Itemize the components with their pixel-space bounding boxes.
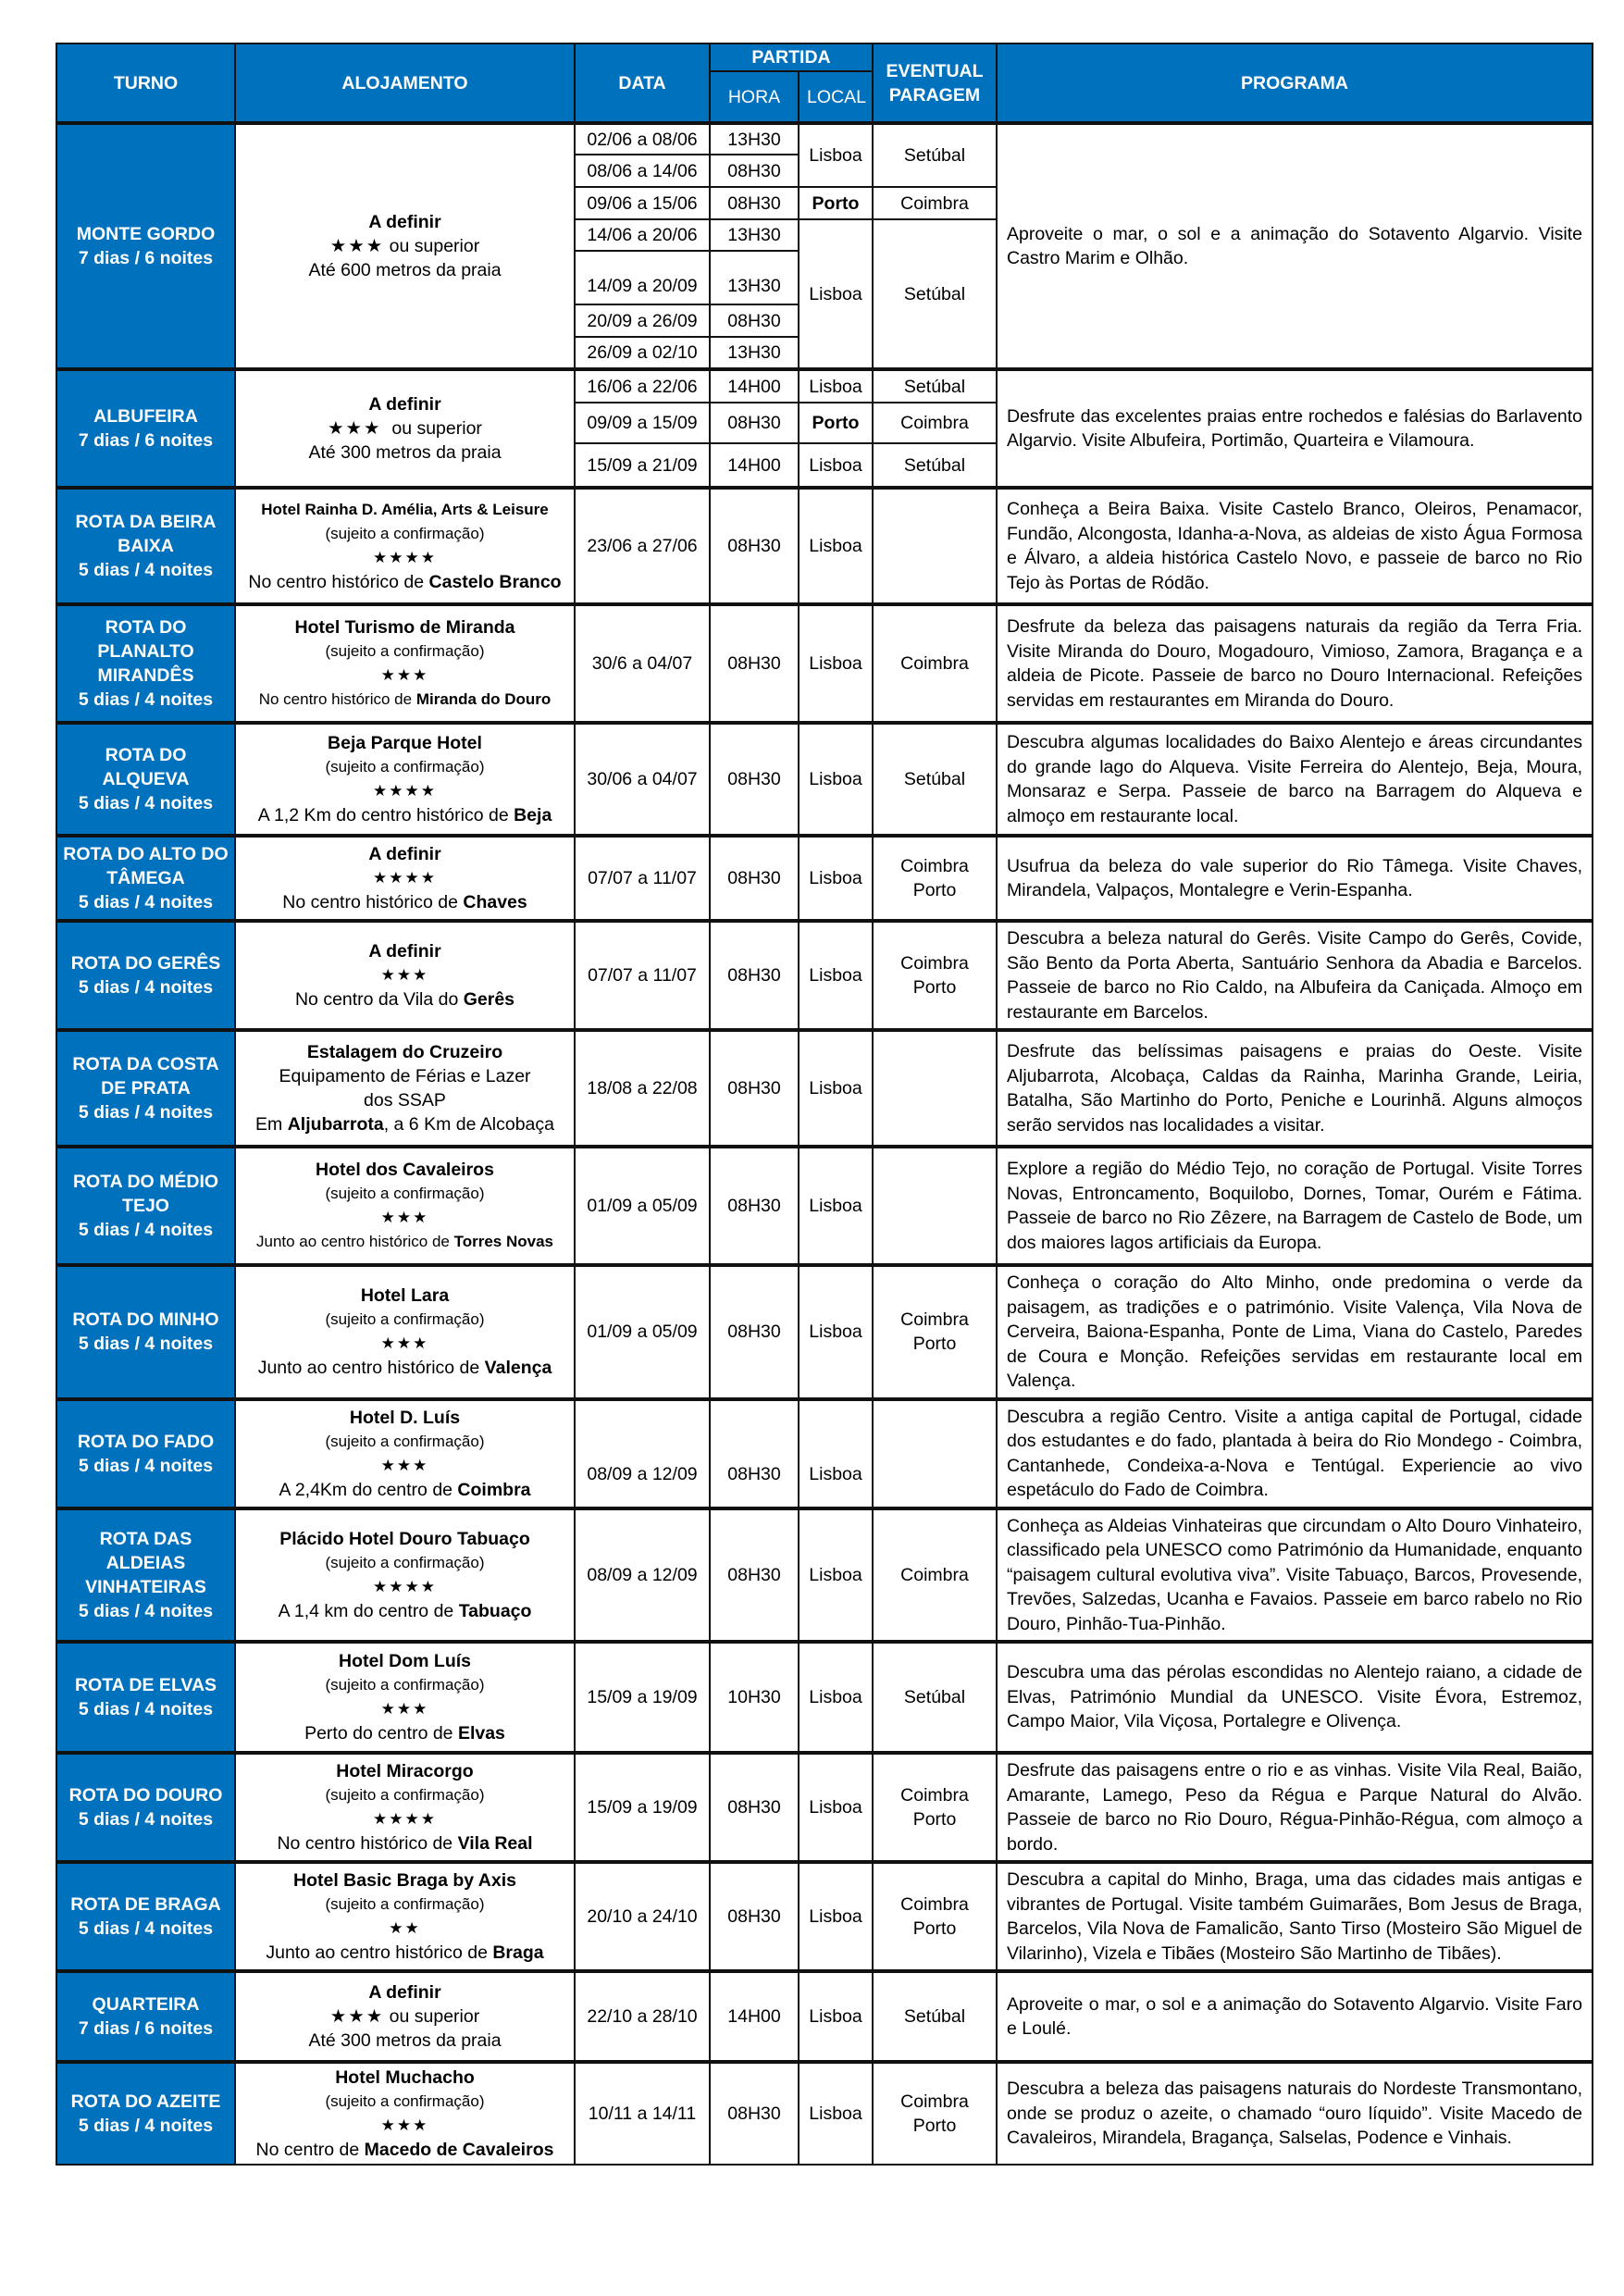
hotel-location: Junto ao centro histórico de — [256, 1233, 454, 1250]
hour-cell: 08H30 — [710, 304, 799, 337]
programa-cell: Descubra a beleza das paisagens naturais do Nordeste Transmontano, onde se produz o azeite, o chamado “ouro líquido”. Visite Macedo de Cavaleiros, Mirandela, Bragança, Salselas, Podence e Vinhais. — [997, 2062, 1593, 2165]
hotel-location: No centro da Vila do — [294, 989, 464, 1010]
date-cell: 15/09 a 21/09 — [575, 443, 710, 488]
programa-cell: Conheça as Aldeias Vinhateiras que circundam o Alto Douro Vinhateiro, classificado pela UNESCO como Património da Humanidade, enquanto “paisagem cultural evolutiva viva”. Visite Tabuaço, Barcos, Provesende, Trevões, Salzedas, Ucanha e Favaios. Passeie em barco rabelo no Rio Douro, Pinhão-Tua-Pinhão. — [997, 1508, 1593, 1643]
date-cell: 30/6 a 04/07 — [575, 604, 710, 723]
star-suffix: ou superior — [384, 2006, 480, 2027]
date-cell: 07/07 a 11/07 — [575, 836, 710, 921]
hour-cell: 08H30 — [710, 1508, 799, 1643]
turno-duration: 7 dias / 6 noites — [78, 2018, 214, 2039]
local-cell: Lisboa — [799, 1971, 873, 2062]
alojamento-cell — [235, 1508, 575, 1643]
turno-name: ROTA DA COSTA DE PRATA — [72, 1054, 219, 1098]
alojamento-cell — [235, 1971, 575, 2062]
table-row-fado — [56, 1399, 1593, 1508]
hotel-location: No centro histórico de — [277, 1833, 458, 1854]
hour-cell: 08H30 — [710, 155, 799, 187]
turno-cell — [56, 2062, 235, 2165]
local-cell: Lisboa — [799, 836, 873, 921]
turno-duration: 5 dias / 4 noites — [78, 2116, 214, 2136]
hotel-name: Beja Parque Hotel — [328, 733, 482, 753]
programa-cell: Conheça a Beira Baixa. Visite Castelo Branco, Oleiros, Penamacor, Fundão, Alcongosta, Idanha-a-Nova, as aldeias de xisto Água Formosa e Álvaro, a aldeia histórica Castelo Novo, e passeie de barco no Rio Tejo às Portas de Ródão. — [997, 488, 1593, 604]
hotel-location-city: Beja — [514, 805, 552, 825]
alojamento-cell — [235, 1147, 575, 1265]
local-cell: Lisboa — [799, 604, 873, 723]
header-local: LOCAL — [799, 71, 873, 123]
programa-cell: Descubra algumas localidades do Baixo Alentejo e áreas circundantes do grande lago do Alqueva. Visite Ferreira do Alentejo, Beja, Moura, Monsaraz e Serpa. Passeie de barco na Barragem do Alqueva e almoço em restaurante local. — [997, 723, 1593, 836]
star-rating-icon: ★★★★ — [373, 782, 437, 800]
local-cell: Lisboa — [799, 2062, 873, 2165]
local-cell: Lisboa — [799, 1508, 873, 1643]
hour-cell: 08H30 — [710, 604, 799, 723]
table-row-quarteira — [56, 1971, 1593, 2062]
table-row-elvas — [56, 1642, 1593, 1753]
paragem-1: Coimbra — [900, 2091, 969, 2112]
paragem-cell: Coimbra — [873, 187, 997, 219]
hotel-location-city: Miranda do Douro — [415, 690, 552, 708]
paragem-2: Porto — [912, 2116, 957, 2136]
local-cell: Porto — [799, 187, 873, 219]
hotel-name: A definir — [368, 394, 441, 415]
date-cell: 30/06 a 04/07 — [575, 723, 710, 836]
alojamento-cell — [235, 723, 575, 836]
hour-cell: 08H30 — [710, 1399, 799, 1508]
date-cell: 07/07 a 11/07 — [575, 921, 710, 1030]
turno-duration: 5 dias / 4 noites — [78, 977, 214, 998]
alojamento-cell — [235, 921, 575, 1030]
date-cell: 14/09 a 20/09 — [575, 251, 710, 304]
turno-name: ALBUFEIRA — [93, 406, 198, 427]
paragem-1: Coimbra — [900, 953, 969, 974]
hotel-note: (sujeito a confirmação) — [325, 1786, 485, 1804]
paragem-2: Porto — [912, 1809, 957, 1830]
star-rating-icon: ★★★ — [380, 1456, 429, 1474]
hotel-location: Junto ao centro histórico de — [266, 1942, 493, 1963]
turno-cell — [56, 1753, 235, 1862]
turno-cell — [56, 1265, 235, 1399]
date-cell: 20/09 a 26/09 — [575, 304, 710, 337]
local-cell: Lisboa — [799, 723, 873, 836]
programa-cell: Descubra uma das pérolas escondidas no Alentejo raiano, a cidade de Elvas, Património Mundial da UNESCO. Visite Évora, Estremoz, Campo Maior, Vila Viçosa, Portalegre e Olivença. — [997, 1642, 1593, 1753]
hotel-location: Em — [255, 1114, 288, 1135]
turno-duration: 5 dias / 4 noites — [78, 1334, 214, 1355]
programa-cell: Explore a região do Médio Tejo, no coração de Portugal. Visite Torres Novas, Entroncamento, Boquilobo, Dornes, Tomar, Ourém e Fátima. Passeie de barco no Rio Zêzere, na Barragem de Castelo de Bode, um dos maiores lagos artificiais da Europa. — [997, 1147, 1593, 1265]
programa-cell: Aproveite o mar, o sol e a animação do Sotavento Algarvio. Visite Castro Marim e Olhão. — [997, 123, 1593, 369]
star-rating-icon: ★★★★ — [373, 549, 437, 566]
table-row-beira-baixa — [56, 488, 1593, 604]
hotel-name: Hotel Basic Braga by Axis — [293, 1870, 516, 1891]
hotel-location: Junto ao centro histórico de — [257, 1358, 485, 1379]
turno-name: ROTA DO ALTO DO TÂMEGA — [63, 844, 229, 888]
turno-cell — [56, 1642, 235, 1753]
paragem-cell — [873, 836, 997, 921]
hour-cell: 13H30 — [710, 337, 799, 369]
paragem-1: Coimbra — [900, 1785, 969, 1806]
hotel-note: (sujeito a confirmação) — [325, 1432, 485, 1450]
paragem-cell — [873, 1030, 997, 1147]
alojamento-cell — [235, 1862, 575, 1971]
turno-duration: 5 dias / 4 noites — [78, 793, 214, 813]
paragem-cell — [873, 2062, 997, 2165]
turno-duration: 5 dias / 4 noites — [78, 1102, 214, 1123]
hotel-location: Até 300 metros da praia — [308, 442, 502, 463]
turno-name: ROTA DE BRAGA — [70, 1894, 221, 1915]
turno-name: ROTA DO MINHO — [72, 1309, 219, 1331]
hotel-location-city: Gerês — [463, 989, 515, 1010]
hotel-note: (sujeito a confirmação) — [325, 1676, 485, 1694]
hotel-name: Hotel Rainha D. Amélia, Arts & Leisure — [261, 501, 549, 518]
header-turno: TURNO — [56, 43, 235, 123]
star-rating-icon: ★★★ — [329, 2006, 385, 2027]
hotel-note: (sujeito a confirmação) — [325, 642, 485, 660]
turno-cell — [56, 1971, 235, 2062]
alojamento-cell — [235, 1753, 575, 1862]
turno-duration: 5 dias / 4 noites — [78, 1809, 214, 1830]
table-row-monte-gordo — [56, 123, 1593, 155]
table-row-alto-tamega — [56, 836, 1593, 921]
alojamento-cell — [235, 2062, 575, 2165]
turno-name: ROTA DO GERÊS — [70, 953, 221, 974]
paragem-cell: Setúbal — [873, 369, 997, 403]
hotel-name: A definir — [368, 941, 441, 962]
table-row-medio-tejo — [56, 1147, 1593, 1265]
turno-duration: 5 dias / 4 noites — [78, 560, 214, 580]
table-row-minho — [56, 1265, 1593, 1399]
hour-cell: 13H30 — [710, 251, 799, 304]
hotel-note: (sujeito a confirmação) — [325, 2092, 485, 2110]
hotel-name: Hotel Miracorgo — [336, 1761, 474, 1781]
alojamento-cell — [235, 123, 575, 369]
hour-cell: 13H30 — [710, 219, 799, 251]
table-row-geres — [56, 921, 1593, 1030]
hotel-location: No centro histórico de — [248, 572, 429, 592]
hotel-location-city: Coimbra — [457, 1479, 531, 1500]
hotel-note: (sujeito a confirmação) — [325, 1185, 485, 1202]
hotel-name: Hotel Dom Luís — [338, 1651, 471, 1671]
hotel-location: No centro de — [255, 2140, 365, 2160]
table-row-douro — [56, 1753, 1593, 1862]
hour-cell: 08H30 — [710, 1030, 799, 1147]
turno-cell — [56, 1147, 235, 1265]
programa-cell: Usufrua da beleza do vale superior do Rio Tâmega. Visite Chaves, Mirandela, Valpaços, Montalegre e Verin-Espanha. — [997, 836, 1593, 921]
header-programa: PROGRAMA — [997, 43, 1593, 123]
date-cell: 23/06 a 27/06 — [575, 488, 710, 604]
turno-name: ROTA DO PLANALTO MIRANDÊS — [97, 617, 194, 686]
paragem-2: Porto — [912, 880, 957, 900]
turno-duration: 5 dias / 4 noites — [78, 1699, 214, 1719]
hotel-location: A 2,4Km do centro de — [279, 1479, 458, 1500]
local-cell: Porto — [799, 403, 873, 443]
turno-cell — [56, 369, 235, 488]
date-cell: 09/09 a 15/09 — [575, 403, 710, 443]
local-cell: Lisboa — [799, 123, 873, 187]
star-rating-icon: ★★★ — [328, 418, 382, 439]
paragem-cell: Coimbra — [873, 604, 997, 723]
paragem-cell: Setúbal — [873, 1971, 997, 2062]
turno-duration: 7 dias / 6 noites — [78, 248, 214, 268]
hotel-location-city: Aljubarrota — [287, 1114, 384, 1135]
alojamento-cell — [235, 488, 575, 604]
hour-cell: 14H00 — [710, 369, 799, 403]
turno-cell — [56, 1030, 235, 1147]
hour-cell: 08H30 — [710, 1265, 799, 1399]
header-eventual-paragem: EVENTUAL PARAGEM — [873, 43, 997, 123]
programa-cell: Descubra a beleza natural do Gerês. Visite Campo do Gerês, Covide, São Bento da Porta Aberta, Santuário Senhora da Abadia e Barcelos. Passeie de barco no Rio Caldo, na Albufeira da Caniçada. Almoço em restaurante em Barcelos. — [997, 921, 1593, 1030]
table-row-costa-prata — [56, 1030, 1593, 1147]
paragem-2: Porto — [912, 1334, 957, 1355]
turno-name: ROTA DO AZEITE — [70, 2091, 221, 2112]
turno-cell — [56, 836, 235, 921]
hour-cell: 08H30 — [710, 723, 799, 836]
turno-name: ROTA DAS ALDEIAS VINHATEIRAS — [85, 1528, 206, 1597]
turno-name: ROTA DO DOURO — [68, 1785, 223, 1806]
alojamento-cell — [235, 1265, 575, 1399]
local-cell: Lisboa — [799, 1862, 873, 1971]
hotel-location-city: Chaves — [463, 892, 527, 912]
paragem-cell: Setúbal — [873, 443, 997, 488]
alojamento-cell — [235, 369, 575, 488]
local-cell: Lisboa — [799, 219, 873, 369]
hotel-name: Hotel D. Luís — [349, 1407, 461, 1428]
hotel-location: Até 600 metros da praia — [308, 260, 502, 280]
hour-cell: 08H30 — [710, 1862, 799, 1971]
alojamento-cell — [235, 604, 575, 723]
hour-cell: 13H30 — [710, 123, 799, 155]
date-cell: 01/09 a 05/09 — [575, 1265, 710, 1399]
local-cell: Lisboa — [799, 1265, 873, 1399]
turno-duration: 5 dias / 4 noites — [78, 1455, 214, 1476]
paragem-cell — [873, 488, 997, 604]
hour-cell: 08H30 — [710, 2062, 799, 2165]
turno-cell — [56, 1399, 235, 1508]
hour-cell: 08H30 — [710, 1147, 799, 1265]
programa-cell: Descubra a região Centro. Visite a antiga capital de Portugal, cidade dos estudantes e do fado, plantada à beira do Rio Mondego - Coimbra, Cantanhede, Condeixa-a-Nova e Tentúgal. Experiencie ao vivo espetáculo do Fado de Coimbra. — [997, 1399, 1593, 1508]
local-cell: Lisboa — [799, 1030, 873, 1147]
hotel-name: Hotel Turismo de Miranda — [294, 617, 515, 638]
paragem-cell: Setúbal — [873, 123, 997, 187]
turno-name: ROTA DA BEIRA BAIXA — [75, 512, 217, 556]
hotel-location: Perto do centro de — [304, 1723, 458, 1744]
alojamento-cell — [235, 836, 575, 921]
turno-cell — [56, 123, 235, 369]
date-cell: 26/09 a 02/10 — [575, 337, 710, 369]
star-rating-icon: ★★ — [389, 1919, 421, 1937]
tour-schedule-table — [56, 43, 1593, 2166]
paragem-cell: Coimbra — [873, 403, 997, 443]
turno-duration: 7 dias / 6 noites — [78, 430, 214, 451]
hour-cell: 08H30 — [710, 187, 799, 219]
table-row-braga — [56, 1862, 1593, 1971]
star-rating-icon: ★★★ — [380, 666, 429, 684]
paragem-cell: Coimbra — [873, 1508, 997, 1643]
star-rating-icon: ★★★ — [380, 1700, 429, 1718]
paragem-cell — [873, 1147, 997, 1265]
turno-cell — [56, 604, 235, 723]
turno-cell — [56, 1862, 235, 1971]
header-alojamento: ALOJAMENTO — [235, 43, 575, 123]
hour-cell: 10H30 — [710, 1642, 799, 1753]
hotel-name: Hotel dos Cavaleiros — [316, 1160, 494, 1180]
local-cell: Lisboa — [799, 443, 873, 488]
turno-name: ROTA DO ALQUEVA — [102, 745, 190, 789]
table-row-alqueva — [56, 723, 1593, 836]
date-cell: 10/11 a 14/11 — [575, 2062, 710, 2165]
date-cell: 20/10 a 24/10 — [575, 1862, 710, 1971]
hour-cell: 08H30 — [710, 403, 799, 443]
table-row-planalto-mirandes — [56, 604, 1593, 723]
hotel-name: A definir — [368, 1982, 441, 2003]
star-rating-icon: ★★★ — [380, 966, 429, 984]
date-cell: 08/09 a 12/09 — [575, 1508, 710, 1643]
paragem-cell — [873, 1862, 997, 1971]
hotel-note: (sujeito a confirmação) — [325, 525, 485, 542]
turno-duration: 5 dias / 4 noites — [78, 892, 214, 912]
paragem-cell — [873, 1265, 997, 1399]
header-data: DATA — [575, 43, 710, 123]
hotel-name: Estalagem do Cruzeiro — [306, 1042, 503, 1062]
turno-duration: 5 dias / 4 noites — [78, 689, 214, 710]
date-cell: 15/09 a 19/09 — [575, 1642, 710, 1753]
header-hora: HORA — [710, 71, 799, 123]
programa-cell: Desfrute das belíssimas paisagens e praias do Oeste. Visite Aljubarrota, Alcobaça, Caldas da Rainha, Marinha Grande, Leiria, Batalha, São Martinho do Porto, Peniche e Lourinhã. Alguns almoços serão servidos nas localidades a visitar. — [997, 1030, 1593, 1147]
alojamento-cell — [235, 1030, 575, 1147]
star-rating-icon: ★★★★ — [373, 869, 437, 887]
local-cell: Lisboa — [799, 1399, 873, 1508]
hotel-name: Hotel Lara — [360, 1285, 450, 1307]
turno-cell — [56, 488, 235, 604]
turno-cell — [56, 723, 235, 836]
hotel-location: No centro histórico de — [258, 690, 416, 708]
paragem-cell — [873, 921, 997, 1030]
paragem-1: Coimbra — [900, 856, 969, 876]
date-cell: 02/06 a 08/06 — [575, 123, 710, 155]
turno-name: ROTA DO FADO — [77, 1431, 215, 1452]
turno-duration: 5 dias / 4 noites — [78, 1918, 214, 1939]
programa-cell: Conheça o coração do Alto Minho, onde predomina o verde da paisagem, as tradições e o património. Visite Valença, Vila Nova de Cerveira, Baiona-Espanha, Ponte de Lima, Viana do Castelo, Paredes de Coura e Monção. Refeições servidas em restaurante local em Valença. — [997, 1265, 1593, 1399]
programa-cell: Desfrute das paisagens entre o rio e as vinhas. Visite Vila Real, Baião, Amarante, Lamego, Peso da Régua e Parque Natural do Alvão. Passeie de barco no Rio Douro, Régua-Pinhão-Régua, com almoço a bordo. — [997, 1753, 1593, 1862]
hotel-note: (sujeito a confirmação) — [325, 1553, 485, 1571]
hotel-name: Hotel Muchacho — [335, 2067, 475, 2088]
date-cell: 22/10 a 28/10 — [575, 1971, 710, 2062]
hotel-location-city: Elvas — [457, 1723, 505, 1744]
tour-schedule-sheet — [56, 43, 1592, 2166]
local-cell: Lisboa — [799, 921, 873, 1030]
hotel-location: A 1,4 km do centro de — [278, 1600, 459, 1621]
turno-name: QUARTEIRA — [92, 1994, 200, 2015]
hotel-name: A definir — [368, 212, 441, 232]
hour-cell: 08H30 — [710, 836, 799, 921]
local-cell: Lisboa — [799, 488, 873, 604]
paragem-cell — [873, 1399, 997, 1508]
date-cell: 09/06 a 15/06 — [575, 187, 710, 219]
star-rating-icon: ★★★★ — [373, 1810, 437, 1828]
date-cell: 01/09 a 05/09 — [575, 1147, 710, 1265]
hotel-location-city: Vila Real — [457, 1833, 533, 1854]
hotel-location: A 1,2 Km do centro histórico de — [257, 805, 514, 825]
star-rating-icon: ★★★ — [380, 1334, 429, 1353]
table-row-albufeira — [56, 369, 1593, 403]
paragem-1: Coimbra — [900, 1309, 969, 1331]
hour-cell: 08H30 — [710, 1753, 799, 1862]
paragem-cell: Setúbal — [873, 723, 997, 836]
hour-cell: 08H30 — [710, 921, 799, 1030]
hotel-location-post: , a 6 Km de Alcobaça — [383, 1114, 554, 1135]
paragem-cell — [873, 1753, 997, 1862]
date-cell: 15/09 a 19/09 — [575, 1753, 710, 1862]
hotel-note: (sujeito a confirmação) — [325, 758, 485, 776]
paragem-2: Porto — [912, 1918, 957, 1939]
turno-cell — [56, 921, 235, 1030]
table-row-aldeias-vinhateiras — [56, 1508, 1593, 1643]
star-suffix: ou superior — [384, 236, 480, 256]
star-rating-icon: ★★★★ — [373, 1577, 437, 1595]
hour-cell: 14H00 — [710, 1971, 799, 2062]
hour-cell: 08H30 — [710, 488, 799, 604]
date-cell: 18/08 a 22/08 — [575, 1030, 710, 1147]
star-rating-icon: ★★★ — [380, 1209, 429, 1226]
alojamento-cell — [235, 1642, 575, 1753]
hotel-name: Plácido Hotel Douro Tabuaço — [279, 1528, 530, 1549]
turno-name: ROTA DE ELVAS — [74, 1675, 217, 1695]
turno-name: ROTA DO MÉDIO TEJO — [72, 1172, 219, 1216]
hour-cell: 14H00 — [710, 443, 799, 488]
programa-cell: Desfrute das excelentes praias entre rochedos e falésias do Barlavento Algarvio. Visite Albufeira, Portimão, Quarteira e Vilamoura. — [997, 369, 1593, 488]
hotel-location-city: Braga — [492, 1942, 544, 1963]
date-cell: 16/06 a 22/06 — [575, 369, 710, 403]
programa-cell: Descubra a capital do Minho, Braga, uma das cidades mais antigas e vibrantes de Portugal. Visite também Guimarães, Bom Jesus de Braga, Barcelos, Vila Nova de Famalicão, Santo Tirso (Mosteiro São Miguel de Vilarinho), Vizela e Tibães (Mosteiro São Martinho de Tibães). — [997, 1862, 1593, 1971]
turno-duration: 5 dias / 4 noites — [78, 1600, 214, 1621]
date-cell: 08/09 a 12/09 — [575, 1399, 710, 1508]
date-cell: 14/06 a 20/06 — [575, 219, 710, 251]
turno-name: MONTE GORDO — [76, 224, 216, 244]
paragem-1: Coimbra — [900, 1894, 969, 1915]
local-cell: Lisboa — [799, 369, 873, 403]
paragem-cell: Setúbal — [873, 1642, 997, 1753]
star-rating-icon: ★★★ — [380, 2116, 429, 2134]
hotel-note: (sujeito a confirmação) — [325, 1895, 485, 1913]
local-cell: Lisboa — [799, 1147, 873, 1265]
hotel-location-city: Tabuaço — [458, 1600, 532, 1621]
local-cell: Lisboa — [799, 1642, 873, 1753]
hotel-location: No centro histórico de — [282, 892, 464, 912]
hotel-location-city: Valença — [484, 1358, 552, 1379]
hotel-location-city: Castelo Branco — [428, 572, 562, 592]
star-suffix: ou superior — [381, 418, 482, 439]
paragem-cell: Setúbal — [873, 219, 997, 369]
hotel-location: Até 300 metros da praia — [308, 2030, 502, 2051]
alojamento-cell — [235, 1399, 575, 1508]
programa-cell: Aproveite o mar, o sol e a animação do Sotavento Algarvio. Visite Faro e Loulé. — [997, 1971, 1593, 2062]
hotel-name: A definir — [368, 844, 441, 864]
hotel-location-city: Macedo de Cavaleiros — [364, 2140, 554, 2160]
hotel-note: Equipamento de Férias e Lazer dos SSAP — [279, 1066, 531, 1111]
date-cell: 08/06 a 14/06 — [575, 155, 710, 187]
local-cell: Lisboa — [799, 1753, 873, 1862]
programa-cell: Desfrute da beleza das paisagens naturais da região da Terra Fria. Visite Miranda do Douro, Mogadouro, Vimioso, Zamora, Bragança e a aldeia de Picote. Passeie de barco no Douro Internacional. Refeições servidas em restaurantes em Miranda do Douro. — [997, 604, 1593, 723]
hotel-location-city: Torres Novas — [453, 1233, 553, 1250]
table-row-azeite — [56, 2062, 1593, 2165]
paragem-2: Porto — [912, 977, 957, 998]
star-rating-icon: ★★★ — [329, 236, 385, 256]
hotel-note: (sujeito a confirmação) — [325, 1310, 485, 1329]
turno-cell — [56, 1508, 235, 1643]
turno-duration: 5 dias / 4 noites — [78, 1220, 214, 1240]
header-partida: PARTIDA — [710, 43, 873, 71]
